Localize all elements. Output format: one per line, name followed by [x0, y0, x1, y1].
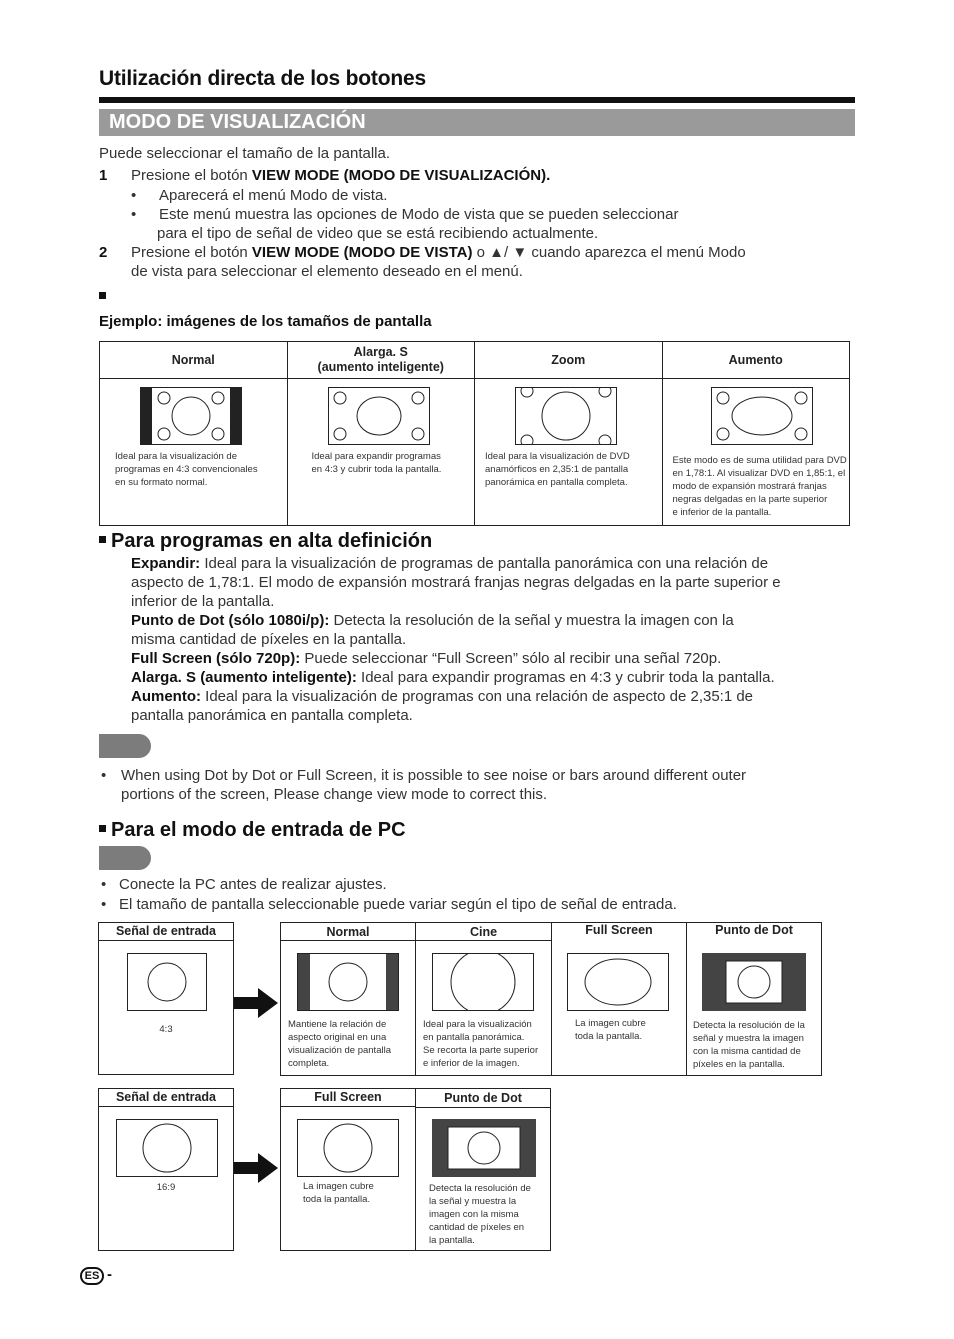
cell-alarga — [287, 379, 475, 526]
screen-pc-cine-icon — [432, 953, 534, 1011]
caption-normal: Ideal para la visualización de programas en 4:3 convencionales en su formato normal. — [115, 451, 258, 488]
step-1 — [99, 166, 551, 185]
bullet-1-text: Aparecerá el menú Modo de vista. — [159, 187, 388, 204]
pc-note-2: • El tamaño de pantalla seleccionable puede variar según el tipo de señal de entrada. — [101, 896, 677, 913]
pc-head-cine: Cine — [469, 925, 498, 939]
page-dash: - — [107, 1266, 112, 1283]
language-badge: ES — [80, 1267, 104, 1285]
cell-normal — [100, 379, 288, 526]
input-label-2: Señal de entrada — [99, 1089, 233, 1107]
step-2-button: VIEW MODE (MODO DE VISTA) — [251, 244, 473, 261]
pc-cap-normal: Mantiene la relación de aspecto original en una visualización de pantalla completa. — [288, 1019, 391, 1069]
screen-pc-fullscreen-icon — [567, 953, 669, 1011]
hd-line-8: Aumento: Ideal para la visualización de programas con una relación de aspecto de 2,35:1 de — [131, 688, 754, 705]
pc-input-16-9 — [98, 1088, 234, 1251]
screen-pc2-puntodot-icon — [432, 1119, 536, 1177]
pc-cap-fullscreen: La imagen cubre toda la pantalla. — [575, 1018, 646, 1042]
hd-note-cont: portions of the screen, Please change view mode to correct this. — [121, 786, 548, 803]
step-2-text: Presione el botón — [131, 244, 252, 261]
hd-note: • When using Dot by Dot or Full Screen, it is possible to see noise or bars around different outer — [101, 767, 747, 784]
step-2-rest: o ▲/ ▼ cuando aparezca el menú Modo — [472, 244, 746, 261]
screen-aumento-icon — [711, 387, 813, 445]
section-title: Utilización directa de los botones — [99, 67, 426, 90]
screen-pc2-fullscreen-icon — [297, 1119, 399, 1177]
band-header — [99, 109, 855, 136]
note-pill-2 — [99, 846, 151, 870]
bullet-2: • Este menú muestra las opciones de Modo de vista que se pueden seleccionar — [131, 206, 679, 223]
bullet-1: • Aparecerá el menú Modo de vista. — [131, 187, 388, 204]
pc2-head-puntodot: Punto de Dot — [444, 1091, 522, 1105]
note-pill-1 — [99, 734, 151, 758]
screen-normal-icon — [140, 387, 242, 445]
pc2-head-fullscreen: Full Screen — [314, 1090, 382, 1104]
step-2 — [99, 243, 746, 262]
hd-line-6: Full Screen (sólo 720p): Puede seleccionar “Full Screen” sólo al recibir una señal 720p. — [131, 650, 722, 667]
hd-line-7: Alarga. S (aumento inteligente): Ideal para expandir programas en 4:3 y cubrir toda la pantalla. — [131, 669, 775, 686]
pc-input-4-3 — [98, 922, 234, 1075]
pc2-cap-puntodot: Detecta la resolución de la señal y muestra la imagen con la misma cantidad de píxeles en la pantalla. — [429, 1183, 531, 1246]
caption-alarga: Ideal para expandir programas en 4:3 y cubrir toda la pantalla. — [311, 451, 442, 475]
example-title: Ejemplo: imágenes de los tamaños de pantalla — [99, 313, 432, 330]
pc-head-fullscreen: Full Screen — [585, 923, 653, 937]
screen-zoom-icon — [515, 387, 617, 445]
step-2-number: 2 — [99, 244, 108, 261]
caption-zoom: Ideal para la visualización de DVD anamórficos en 2,35:1 de pantalla panorámica en pantalla completa. — [485, 451, 630, 488]
screen-pc-puntodot-icon — [702, 953, 806, 1011]
col-head-alarga: Alarga. S (aumento inteligente) — [287, 342, 475, 379]
screen-alarga-icon — [328, 387, 430, 445]
hd-line-2: aspecto de 1,78:1. El modo de expansión mostrará franjas negras delgadas en la parte superior e — [131, 574, 781, 591]
input-ratio-43: 4:3 — [159, 1024, 173, 1035]
bullet-2-text: Este menú muestra las opciones de Modo de vista que se pueden seleccionar — [159, 206, 679, 223]
example-table — [99, 341, 850, 526]
screen-pc-normal-icon — [297, 953, 399, 1011]
step-1-button: VIEW MODE (MODO DE VISUALIZACIÓN). — [251, 167, 551, 184]
col-head-normal: Normal — [100, 342, 288, 379]
col-head-zoom: Zoom — [475, 342, 663, 379]
step-1-number: 1 — [99, 167, 108, 184]
screen-input-43-icon — [127, 953, 207, 1011]
pc-square-icon — [99, 825, 106, 832]
section-square-icon — [99, 292, 106, 299]
intro-text: Puede seleccionar el tamaño de la pantalla. — [99, 145, 391, 162]
band-title: MODO DE VISUALIZACIÓN — [109, 111, 366, 133]
hd-line-9: pantalla panorámica en pantalla completa. — [131, 707, 413, 724]
hd-square-icon — [99, 536, 106, 543]
pc-outputs-16-9 — [280, 1088, 551, 1251]
pc-cap-cine: Ideal para la visualización en pantalla panorámica. Se recorta la parte superior e inferior de la imagen. — [423, 1019, 539, 1069]
pc-heading: Para el modo de entrada de PC — [99, 819, 406, 842]
cell-zoom — [475, 379, 663, 526]
arrow-right-icon — [234, 1153, 278, 1183]
screen-input-169-icon — [116, 1119, 218, 1177]
arrow-right-icon — [234, 988, 278, 1018]
step-1-text: Presione el botón — [131, 167, 252, 184]
pc-head-puntodot: Punto de Dot — [715, 923, 793, 937]
input-ratio-169: 16:9 — [156, 1182, 176, 1193]
caption-aumento: Este modo es de suma utilidad para DVD en 1,78:1. Al visualizar DVD en 1,85:1, el modo de expansión mostrará franjas negras delgadas en la parte superior e inferior de la pantalla. — [672, 455, 847, 518]
title-rule — [99, 97, 855, 103]
pc2-cap-fullscreen: La imagen cubre toda la pantalla. — [303, 1181, 374, 1205]
hd-line-4: Punto de Dot (sólo 1080i/p): Detecta la resolución de la señal y muestra la imagen con la — [131, 612, 734, 629]
hd-line-1: Expandir: Ideal para la visualización de programas de pantalla panorámica con una relación de — [131, 555, 769, 572]
cell-aumento — [662, 379, 850, 526]
pc-head-normal: Normal — [326, 925, 370, 939]
bullet-2-cont: para el tipo de señal de video que se está recibiendo actualmente. — [157, 225, 599, 242]
step-2-cont: de vista para seleccionar el elemento deseado en el menú. — [131, 263, 523, 280]
col-head-aumento: Aumento — [662, 342, 850, 379]
input-label: Señal de entrada — [99, 923, 233, 941]
pc-outputs-4-3 — [280, 922, 822, 1076]
hd-line-3: inferior de la pantalla. — [131, 593, 275, 610]
pc-cap-puntodot: Detecta la resolución de la señal y muestra la imagen con la misma cantidad de píxeles en la pantalla. — [693, 1020, 805, 1070]
hd-line-5: misma cantidad de píxeles en la pantalla. — [131, 631, 407, 648]
pc-note-1: • Conecte la PC antes de realizar ajustes. — [101, 876, 387, 893]
hd-heading: Para programas en alta definición — [99, 530, 432, 553]
